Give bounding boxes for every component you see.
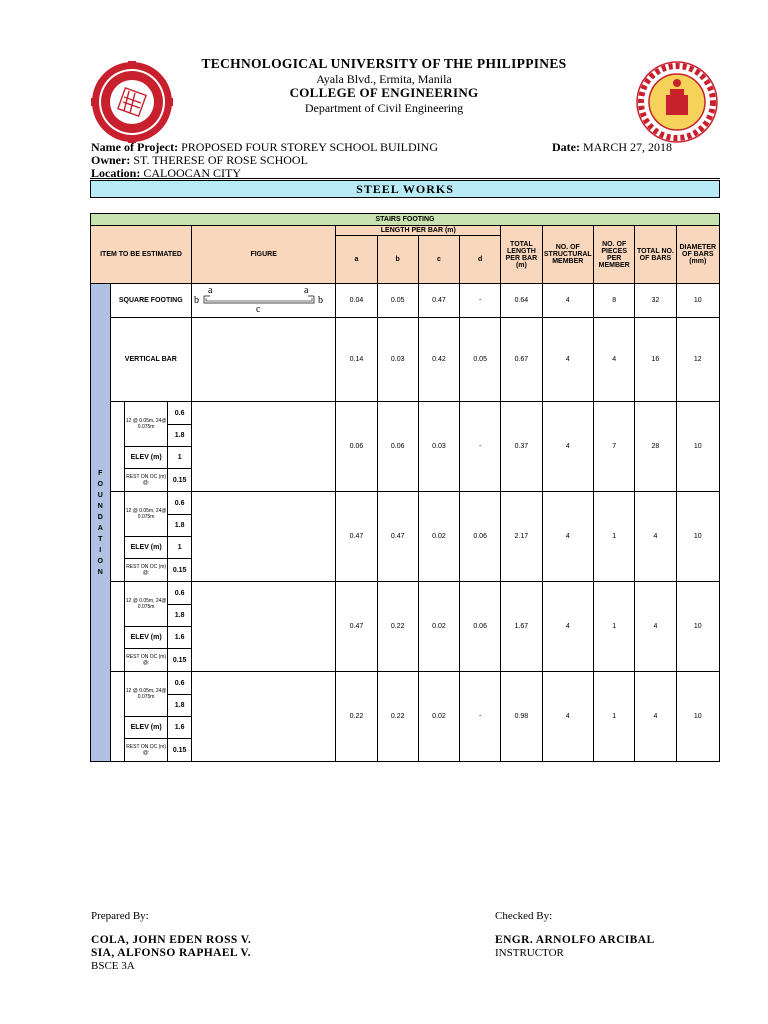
cell: 0.47 <box>336 492 377 582</box>
vertical-bar-figure <box>192 318 336 402</box>
cell: 1 <box>594 672 635 762</box>
spacing-note: 12 @ 0.05m, 24@ 0.075m <box>125 492 168 537</box>
cell: 4 <box>635 672 676 762</box>
cell: 0.67 <box>501 318 542 402</box>
cell: 10 <box>676 492 719 582</box>
fig-label-a1: a <box>208 284 213 296</box>
preparer-name-1: COLA, JOHN EDEN ROSS V. <box>91 934 252 946</box>
checker-name: ENGR. ARNOLFO ARCIBAL <box>495 934 655 946</box>
cell: 1.6 <box>168 627 192 649</box>
estimate-table <box>90 213 720 762</box>
length-per-bar-header: LENGTH PER BAR (m) <box>336 226 501 236</box>
cell: 10 <box>676 402 719 492</box>
cell: - <box>460 284 501 318</box>
college-name: COLLEGE OF ENGINEERING <box>289 85 479 100</box>
cell: 0.06 <box>460 492 501 582</box>
cell: 0.15 <box>168 559 192 582</box>
location-label: Location: <box>91 166 141 180</box>
cell: 0.42 <box>418 318 459 402</box>
cell: 16 <box>635 318 676 402</box>
cell: 0.05 <box>460 318 501 402</box>
cell: 7 <box>594 402 635 492</box>
cell: 1 <box>594 492 635 582</box>
fig-label-a2: a <box>304 284 309 296</box>
cell: 0.15 <box>168 649 192 672</box>
foundation-letters: FOUNDATION <box>97 469 103 576</box>
preparer-name-2: SIA, ALFONSO RAPHAEL V. <box>91 947 251 959</box>
checked-by-label: Checked By: <box>495 910 553 922</box>
item-square-footing: SQUARE FOOTING <box>110 284 191 318</box>
group-label <box>110 672 124 762</box>
cell: 0.04 <box>336 284 377 318</box>
elev-label: ELEV (m) <box>125 717 168 739</box>
col-pieces-header: NO. OF PIECES PER MEMBER <box>594 226 635 284</box>
cell: 1 <box>168 447 192 469</box>
checker-title: INSTRUCTOR <box>495 947 564 959</box>
cell: 0.05 <box>377 284 418 318</box>
cell: 1.8 <box>168 695 192 717</box>
cell: 0.22 <box>377 672 418 762</box>
cell: 0.06 <box>377 402 418 492</box>
group-title: STAIRS FOOTING <box>91 214 720 226</box>
table-row <box>91 284 720 318</box>
project-name-value: PROPOSED FOUR STOREY SCHOOL BUILDING <box>181 140 438 154</box>
rest-label: REST ON OC (m) @: <box>125 739 168 762</box>
date-value: MARCH 27, 2018 <box>582 140 672 154</box>
col-d-header: d <box>460 236 501 284</box>
rebar-shape-icon <box>192 285 332 317</box>
cell: 4 <box>594 318 635 402</box>
group-figure <box>192 582 336 672</box>
cell: 0.22 <box>336 672 377 762</box>
group-title-row <box>91 214 720 226</box>
cell: 1 <box>594 582 635 672</box>
col-structural-header: NO. OF STRUCTURAL MEMBER <box>542 226 594 284</box>
cell: 2.17 <box>501 492 542 582</box>
cell: 32 <box>635 284 676 318</box>
cell: 0.6 <box>168 492 192 515</box>
cell: 0.47 <box>336 582 377 672</box>
table-row <box>91 582 720 605</box>
cell: 4 <box>542 582 594 672</box>
cell: 0.03 <box>377 318 418 402</box>
cell: 4 <box>635 492 676 582</box>
fig-label-c: c <box>256 303 261 315</box>
department-name: Department of Civil Engineering <box>304 101 464 115</box>
col-c-header: c <box>418 236 459 284</box>
group-label <box>110 492 124 582</box>
col-item-header: ITEM TO BE ESTIMATED <box>91 226 192 284</box>
cell: 4 <box>542 492 594 582</box>
university-address: Ayala Blvd., Ermita, Manila <box>316 72 452 86</box>
date-line <box>552 140 672 155</box>
col-total-length-header: TOTAL LENGTH PER BAR (m) <box>501 226 542 284</box>
spacing-note: 12 @ 0.05m, 24@ 0.075m <box>125 582 168 627</box>
cell: 0.02 <box>418 492 459 582</box>
cell: 0.47 <box>418 284 459 318</box>
cell: 0.02 <box>418 672 459 762</box>
cell: 4 <box>542 672 594 762</box>
project-name-label: Name of Project: <box>91 140 179 154</box>
table-row <box>91 402 720 425</box>
cell: 0.02 <box>418 582 459 672</box>
cell: 1.67 <box>501 582 542 672</box>
fig-label-b2: b <box>318 294 323 306</box>
preparer-section: BSCE 3A <box>91 960 135 972</box>
cell: 0.03 <box>418 402 459 492</box>
foundation-side-label <box>91 284 111 762</box>
cell: 4 <box>635 582 676 672</box>
col-total-bars-header: TOTAL NO. OF BARS <box>635 226 676 284</box>
group-label <box>110 402 124 492</box>
table-row <box>91 492 720 515</box>
group-figure <box>192 402 336 492</box>
cell: 0.6 <box>168 582 192 605</box>
cell: 1.8 <box>168 605 192 627</box>
cell: 10 <box>676 672 719 762</box>
fig-label-b1: b <box>194 294 199 306</box>
cell: 0.22 <box>377 582 418 672</box>
header-row-1 <box>91 226 720 236</box>
table-row <box>91 672 720 695</box>
section-title: STEEL WORKS <box>90 180 720 198</box>
cell: 0.47 <box>377 492 418 582</box>
item-vertical-bar: VERTICAL BAR <box>110 318 191 402</box>
col-b-header: b <box>377 236 418 284</box>
rest-label: REST ON OC (m) @: <box>125 469 168 492</box>
group-label <box>110 582 124 672</box>
cell: 0.64 <box>501 284 542 318</box>
cell: 12 <box>676 318 719 402</box>
owner-value: ST. THERESE OF ROSE SCHOOL <box>133 153 308 167</box>
cell: 0.15 <box>168 469 192 492</box>
owner-label: Owner: <box>91 153 131 167</box>
group-figure <box>192 672 336 762</box>
cell: 0.06 <box>460 582 501 672</box>
cell: 10 <box>676 284 719 318</box>
cell: 1 <box>168 537 192 559</box>
cell: 4 <box>542 284 594 318</box>
location-value: CALOOCAN CITY <box>143 166 242 180</box>
cell: 8 <box>594 284 635 318</box>
cell: 1.8 <box>168 515 192 537</box>
cell: 0.98 <box>501 672 542 762</box>
cell: 4 <box>542 318 594 402</box>
cell: 0.6 <box>168 672 192 695</box>
elev-label: ELEV (m) <box>125 627 168 649</box>
cell: 0.15 <box>168 739 192 762</box>
cell: 28 <box>635 402 676 492</box>
prepared-by-label: Prepared By: <box>91 910 149 922</box>
cell: - <box>460 402 501 492</box>
cell: 0.37 <box>501 402 542 492</box>
date-label: Date: <box>552 140 580 154</box>
spacing-note: 12 @ 0.05m, 24@ 0.075m <box>125 402 168 447</box>
cell: - <box>460 672 501 762</box>
spacing-note: 12 @ 0.05m, 24@ 0.075m <box>125 672 168 717</box>
square-footing-figure <box>192 284 336 318</box>
cell: 0.06 <box>336 402 377 492</box>
col-a-header: a <box>336 236 377 284</box>
elev-label: ELEV (m) <box>125 447 168 469</box>
cell: 10 <box>676 582 719 672</box>
cell: 4 <box>542 402 594 492</box>
col-diameter-header: DIAMETER OF BARS (mm) <box>676 226 719 284</box>
rest-label: REST ON OC (m) @: <box>125 649 168 672</box>
info-underline <box>90 178 720 179</box>
table-row <box>91 318 720 402</box>
cell: 1.6 <box>168 717 192 739</box>
university-name: TECHNOLOGICAL UNIVERSITY OF THE PHILIPPINES <box>201 56 567 71</box>
cell: 1.8 <box>168 425 192 447</box>
rest-label: REST ON OC (m) @: <box>125 559 168 582</box>
col-figure-header: FIGURE <box>192 226 336 284</box>
cell: 0.6 <box>168 402 192 425</box>
elev-label: ELEV (m) <box>125 537 168 559</box>
group-figure <box>192 492 336 582</box>
cell: 0.14 <box>336 318 377 402</box>
